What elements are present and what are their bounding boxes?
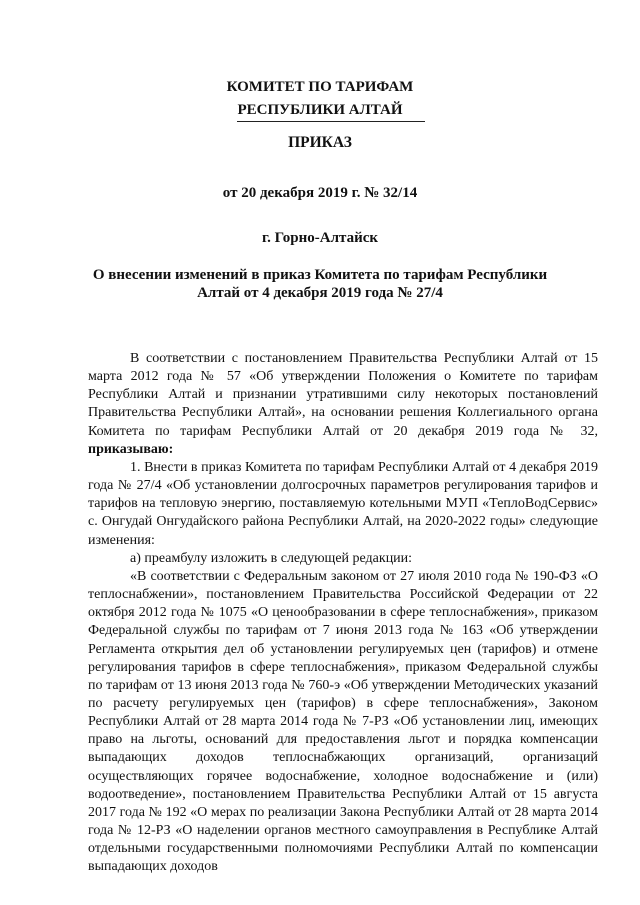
subject-line1: О внесении изменений в приказ Комитета по тарифам Республики [92, 267, 548, 283]
document-body [88, 350, 598, 877]
org-name-line2: РЕСПУБЛИКИ АЛТАЙ [237, 102, 403, 118]
order-verb: приказываю: [88, 441, 174, 457]
subject-line2: Алтай от 4 декабря 2019 года № 27/4 [197, 285, 443, 301]
paragraph-item-1: 1. Внести в приказ Комитета по тарифам Республики Алтай от 4 декабря 2019 года № 27/4 «Об установлении долгосрочных параметров регулирования тарифов и тарифов на тепловую энергию, поставляемую котельными МУП «ТеплоВодСервис» с. Онгудай Онгудайского района Республики Алтай, на 2020-2022 годы» следующие изменения: [88, 459, 598, 548]
paragraph-item-a: а) преамбулу изложить в следующей редакции: [130, 550, 413, 566]
document-city: г. Горно-Алтайск [261, 230, 379, 246]
paragraph-preamble [88, 350, 598, 459]
paragraph-new-preamble: «В соответствии с Федеральным законом от 27 июля 2010 года № 190-ФЗ «О теплоснабжении», постановлением Правительства Российской Федерации от 22 октября 2012 года № 1075 «О ценообразовании в сфере теплоснабжения», приказом Федеральной службы по тарифам от 7 июня 2013 года № 163 «Об утверждении Регламента открытия дел об установлении регулируемых цен (тарифов) и отмене регулирования тарифов в сфере теплоснабжения», приказом Федеральной службы по тарифам от 13 июня 2013 года № 760-э «Об утверждении Методических указаний по расчету регулируемых цен (тарифов) в сфере теплоснабжения», Законом Республики Алтай от 28 марта 2014 года № 7-РЗ «Об установлении лиц, имеющих право на льготы, оснований для предоставления льгот и порядка компенсации выпадающих доходов теплоснабжающих организаций, организаций осуществляющих горячее водоснабжение, холодное водоснабжение и (или) водоотведение», постановлением Правительства Республики Алтай от 15 августа 2017 года № 192 «О мерах по реализации Закона Республики Алтай от 28 марта 2014 года № 12-РЗ «О наделении органов местного самоуправления в Республике Алтай отдельными государственными полномочиями Республики Алтай по компенсации выпадающих доходов [88, 568, 598, 875]
document-type: ПРИКАЗ [288, 134, 352, 151]
document-subject [0, 266, 640, 302]
preamble-text: В соответствии с постановлением Правительства Республики Алтай от 15 марта 2012 года № 57 «Об утверждении Положения о Комитете по тарифам Республики Алтай и признании утратившими силу некоторых постановлений Правительства Республики Алтай», на основании решения Коллегиального органа Комитета по тарифам Республики Алтай от 20 декабря 2019 года № 32, [88, 351, 598, 439]
header-underline [237, 121, 425, 122]
org-name-line1: КОМИТЕТ ПО ТАРИФАМ [226, 79, 414, 95]
document-date-number: от 20 декабря 2019 г. № 32/14 [222, 185, 418, 201]
